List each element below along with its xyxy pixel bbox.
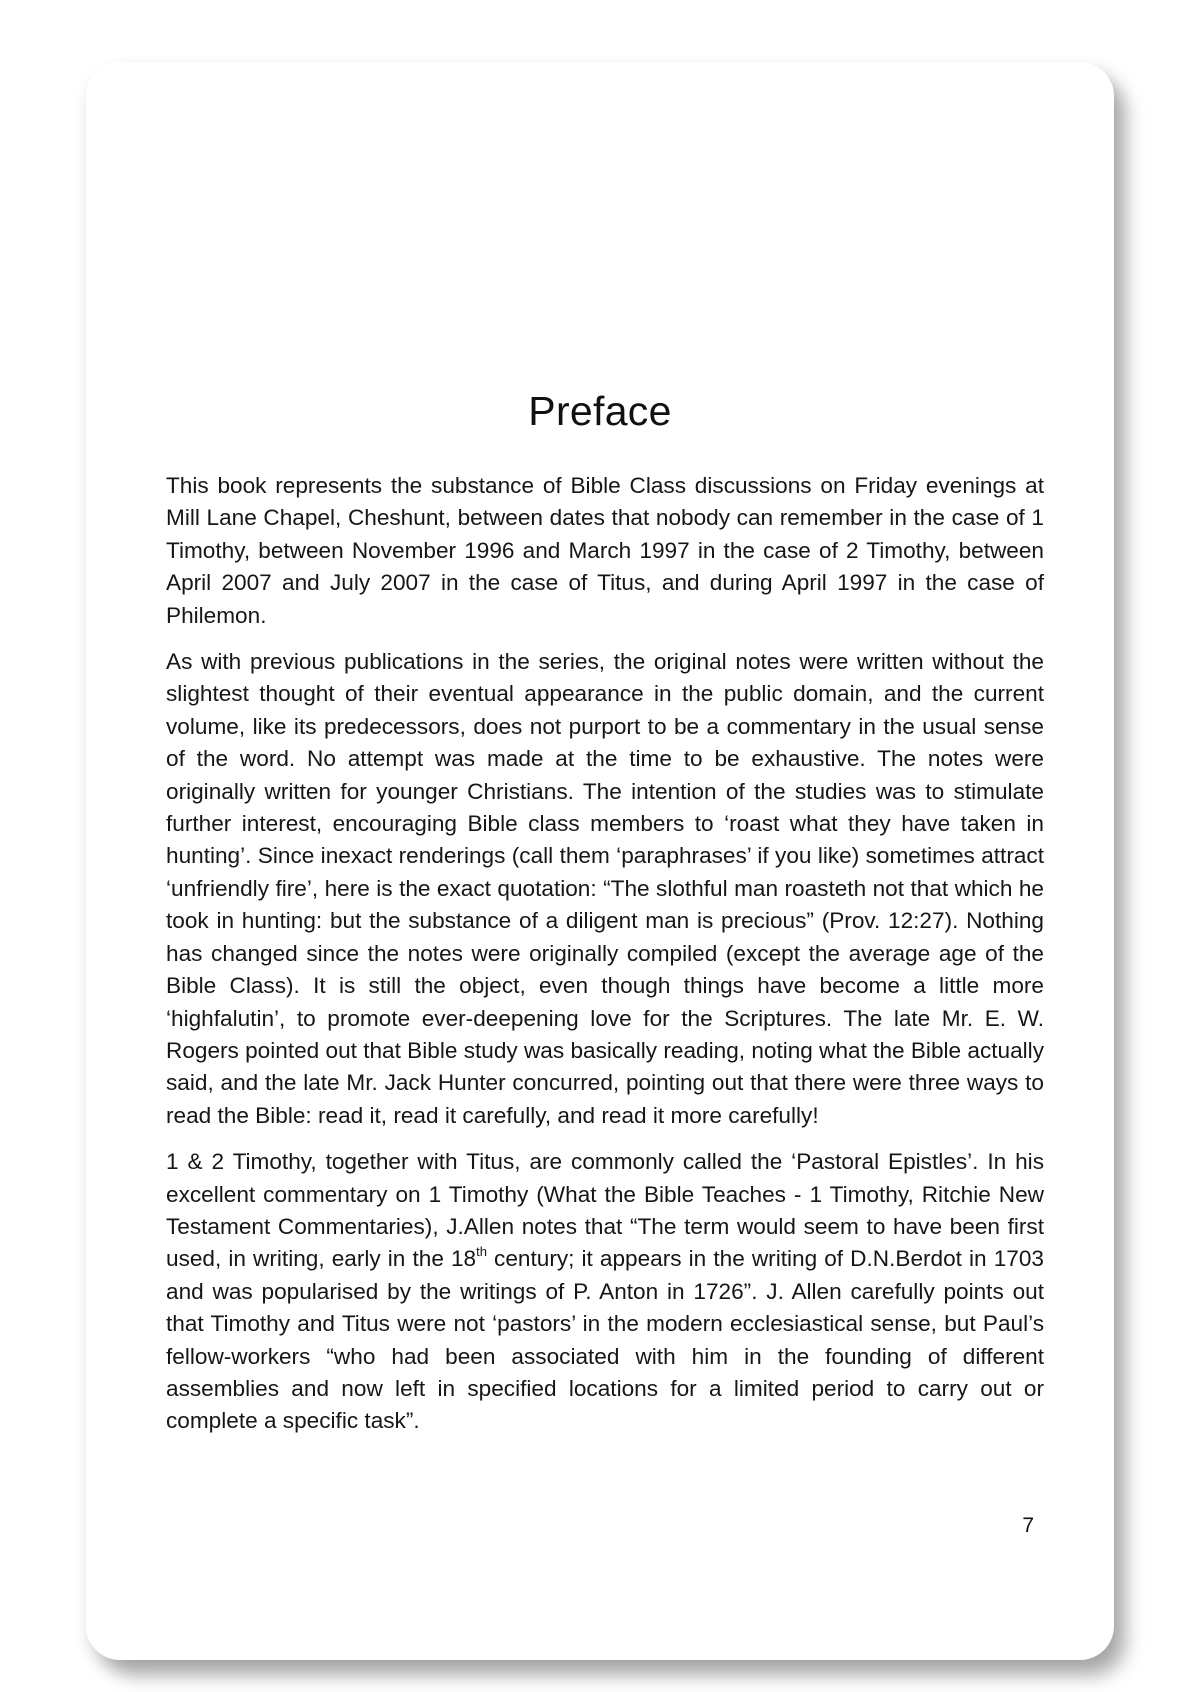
paragraph-notes-origin: As with previous publications in the series, the original notes were written without the slightest thought of their eventual appearance in the public domain, and the current volume, like its predecessors, does not purport to be a commentary in the usual sense of the word. No attempt was made at the time to be exhaustive. The notes were originally written for younger Christians. The intention of the studies was to stimulate further interest, encouraging Bible class members to ‘roast what they have taken in hunting’. Since inexact renderings (call them ‘paraphrases’ if you like) sometimes attract ‘unfriendly fire’, here is the exact quotation: “The slothful man roasteth not that which he took in hunting: but the substance of a diligent man is precious” (Prov. 12:27). Nothing has changed since the notes were originally compiled (except the average age of the Bible Class). It is still the object, even though things have become a little more ‘highfalutin’, to promote ever-deepening love for the Scriptures. The late Mr. E. W. Rogers pointed out that Bible study was basically reading, noting what the Bible actually said, and the late Mr. Jack Hunter concurred, pointing out that there were three ways to read the Bible: read it, read it carefully, and read it more carefully! [166,649,1044,1128]
ordinal-superscript: th [476,1243,487,1259]
pastoral-text-part-1: 1 & 2 Timothy, together with Titus, are commonly called the ‘Pastoral Epistles’. In his excellent commentary on 1 Timothy (What the Bible Teaches - 1 Timothy, Ritchie New Testament Commentaries), J.Allen notes that “The term would seem to have been first used, in writing, early in the 18 [166,1149,1044,1272]
paragraph-dates: This book represents the substance of Bible Class discussions on Friday evenings at Mill Lane Chapel, Cheshunt, between dates that nobody can remember in the case of 1 Timothy, between November 1996 and March 1997 in the case of 2 Timothy, between April 2007 and July 2007 in the case of Titus, and during April 1997 in the case of Philemon. [166,473,1044,628]
preface-body [166,470,1044,1452]
page-number: 7 [1022,1514,1034,1537]
page-title: Preface [528,388,672,434]
document-page [86,62,1114,1660]
pastoral-text-part-2: century; it appears in the writing of D.N.Berdot in 1703 and was popularised by the writings of P. Anton in 1726”. J. Allen carefully points out that Timothy and Titus were not ‘pastors’ in the modern ecclesiastical sense, but Paul’s fellow-workers “who had been associated with him in the founding of different assemblies and now left in specified locations for a limited period to carry out or complete a specific task”. [166,1246,1044,1434]
paragraph-pastoral-epistles [166,1146,1044,1438]
